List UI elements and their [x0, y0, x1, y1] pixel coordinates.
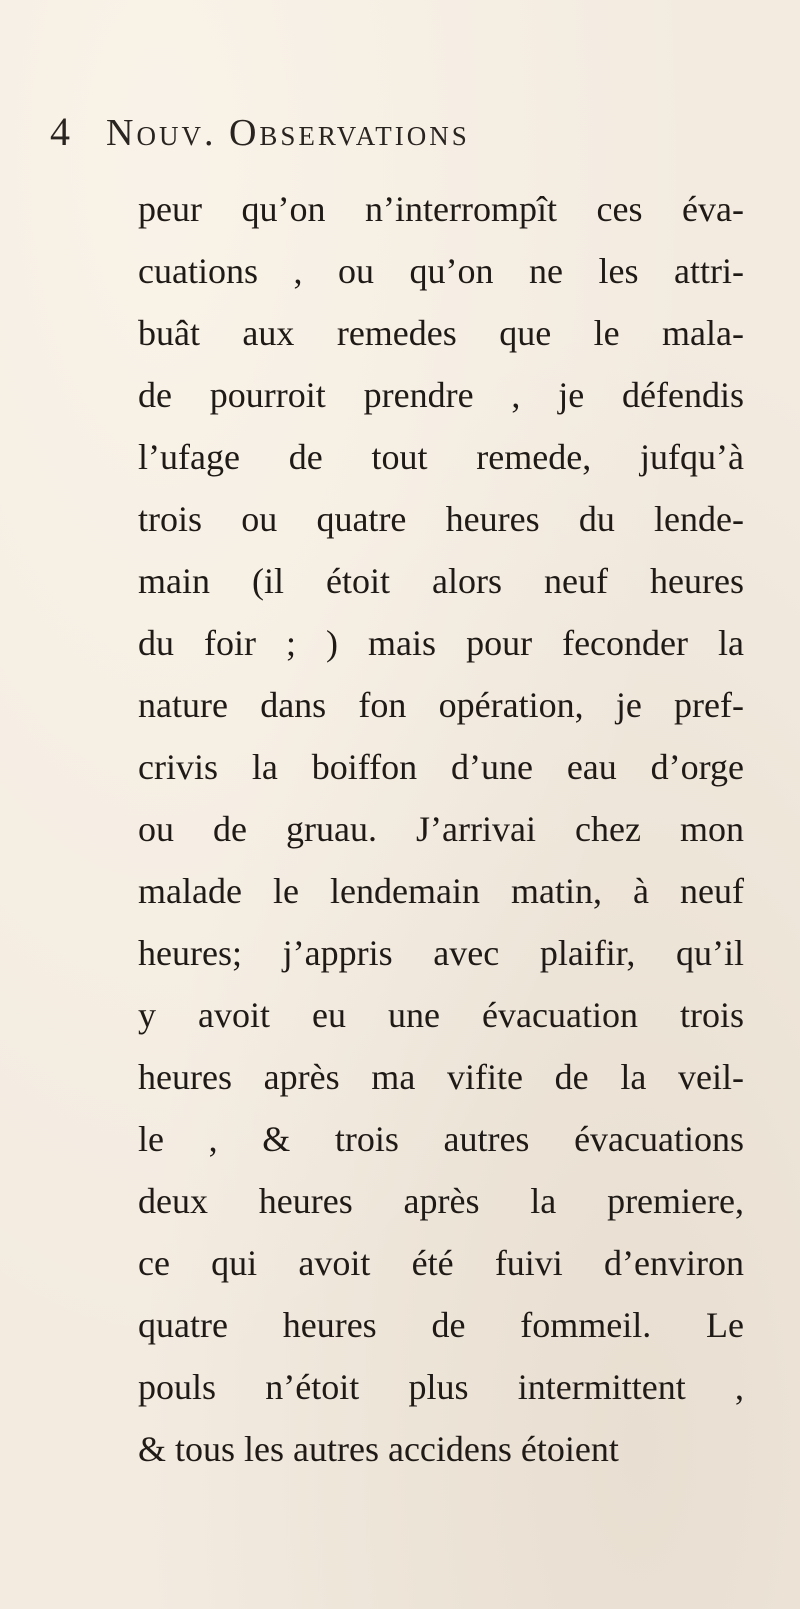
text-line: du foir ; ) mais pour feconder la	[138, 623, 744, 663]
text-line: crivis la boiffon d’une eau d’orge	[138, 747, 744, 787]
running-title: Nouv. Observations	[106, 112, 470, 154]
body-text	[138, 178, 744, 1480]
text-line: deux heures après la premiere,	[138, 1181, 744, 1221]
text-line: ce qui avoit été fuivi d’environ	[138, 1243, 744, 1283]
text-line: peur qu’on n’interrompît ces éva-	[138, 189, 744, 229]
text-line: & tous les autres accidens étoient	[138, 1429, 619, 1469]
text-line: trois ou quatre heures du lende-	[138, 499, 744, 539]
text-line: ou de gruau. J’arrivai chez mon	[138, 809, 744, 849]
text-line: heures; j’appris avec plaifir, qu’il	[138, 933, 744, 973]
text-line: quatre heures de fommeil. Le	[138, 1305, 744, 1345]
text-line: main (il étoit alors neuf heures	[138, 561, 744, 601]
text-line: le , & trois autres évacuations	[138, 1119, 744, 1159]
page-number: 4	[50, 109, 70, 154]
text-line: nature dans fon opération, je pref-	[138, 685, 744, 725]
text-line: buât aux remedes que le mala-	[138, 313, 744, 353]
text-line: y avoit eu une évacuation trois	[138, 995, 744, 1035]
text-line: l’ufage de tout remede, jufqu’à	[138, 437, 744, 477]
text-line: pouls n’étoit plus intermittent ,	[138, 1367, 744, 1407]
running-head	[50, 108, 700, 168]
text-line: de pourroit prendre , je défendis	[138, 375, 744, 415]
text-line: cuations , ou qu’on ne les attri-	[138, 251, 744, 291]
text-line: heures après ma vifite de la veil-	[138, 1057, 744, 1097]
text-line: malade le lendemain matin, à neuf	[138, 871, 744, 911]
